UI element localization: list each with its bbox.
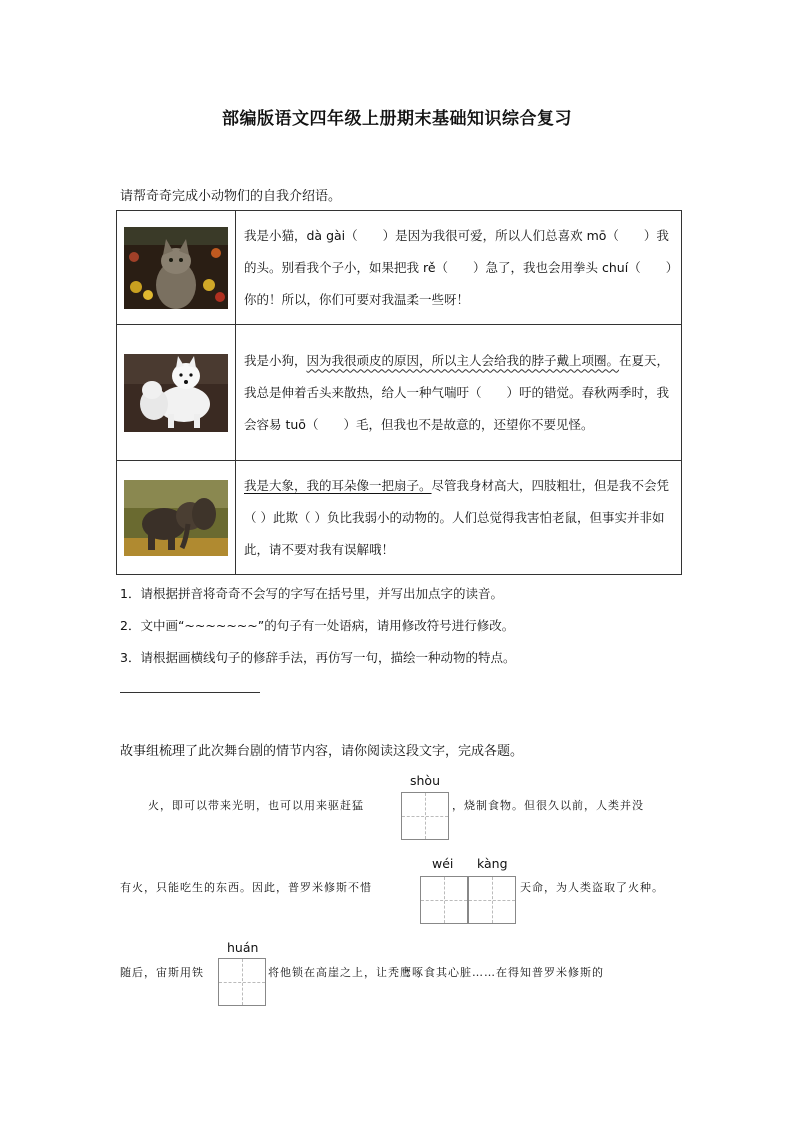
- passage-line-2b: 天命，为人类盗取了火种。: [520, 881, 664, 894]
- pinyin-wei: wéi: [432, 856, 454, 871]
- passage-line-1b: ，烧制食物。但很久以前，人类并没: [452, 799, 644, 812]
- pinyin-kang: kàng: [477, 856, 508, 871]
- cat-photo: [124, 227, 228, 309]
- wavy-underlined-sentence: 因为我很顽皮的原因，所以主人会给我的脖子戴上项圈。: [306, 352, 620, 368]
- pinyin-huan: huán: [227, 940, 259, 955]
- table-row: [117, 461, 682, 575]
- elephant-photo-cell: [117, 461, 236, 575]
- elephant-intro-rest: 尽管我身材高大，四肢粗壮，但是我不会凭（ ）此欺（ ）负比我弱小的动物的。人们总觉得我害怕老鼠，但事实并非如此，请不要对我有误解哦！: [244, 477, 670, 557]
- writing-box[interactable]: [401, 792, 449, 840]
- cat-intro: 我是小猫，dà gài（ ）是因为我很可爱，所以人们总喜欢 mō（ ）我的头。别看我个子小，如果把我 rě（ ）急了，我也会用拳头 chuí（ ）你的！所以，你们可要对我温柔一些呀！: [244, 227, 672, 307]
- passage-line-3a: 随后，宙斯用铁: [120, 966, 204, 979]
- passage-line-2a: 有火，只能吃生的东西。因此，普罗米修斯不惜: [120, 881, 372, 894]
- writing-box[interactable]: [468, 876, 516, 924]
- dog-intro-text: [236, 325, 682, 461]
- dog-intro-start: 我是小狗，: [244, 352, 307, 368]
- section2-intro: 故事组梳理了此次舞台剧的情节内容，请你阅读这段文字，完成各题。: [120, 744, 524, 759]
- question-3: 3．请根据画横线句子的修辞手法，再仿写一句，描绘一种动物的特点。: [120, 650, 516, 665]
- cat-intro-text: [236, 211, 682, 325]
- question-1: 1．请根据拼音将奇奇不会写的字写在括号里，并写出加点字的读音。: [120, 586, 503, 601]
- dog-photo: [124, 354, 228, 432]
- table-row: [117, 325, 682, 461]
- writing-box[interactable]: [420, 876, 468, 924]
- passage-line-1a: 火，即可以带来光明，也可以用来驱赶猛: [148, 799, 364, 812]
- passage-line-3b: 将他锁在高崖之上，让秃鹰啄食其心脏……在得知普罗米修斯的: [268, 966, 604, 979]
- writing-box[interactable]: [218, 958, 266, 1006]
- section1-intro: 请帮奇奇完成小动物们的自我介绍语。: [120, 189, 342, 204]
- dog-intro-rest: 在夏天，我总是伸着舌头来散热，给人一种气喘吁（ ）吁的错觉。春秋两季时，我会容易 tuō（ ）毛，但我也不是故意的，还望你不要见怪。: [244, 352, 670, 432]
- question-2: 2．文中画“~~~~~~~”的句子有一处语病，请用修改符号进行修改。: [120, 618, 515, 633]
- cat-photo-cell: [117, 211, 236, 325]
- elephant-photo: [124, 480, 228, 556]
- dog-photo-cell: [117, 325, 236, 461]
- answer-line: [120, 692, 260, 693]
- elephant-intro-text: [236, 461, 682, 575]
- table-row: [117, 211, 682, 325]
- animal-intro-table: [116, 210, 682, 575]
- pinyin-shou: shòu: [410, 773, 441, 788]
- page-title: 部编版语文四年级上册期末基础知识综合复习: [222, 109, 572, 129]
- underlined-sentence: 我是大象，我的耳朵像一把扇子。: [244, 477, 432, 493]
